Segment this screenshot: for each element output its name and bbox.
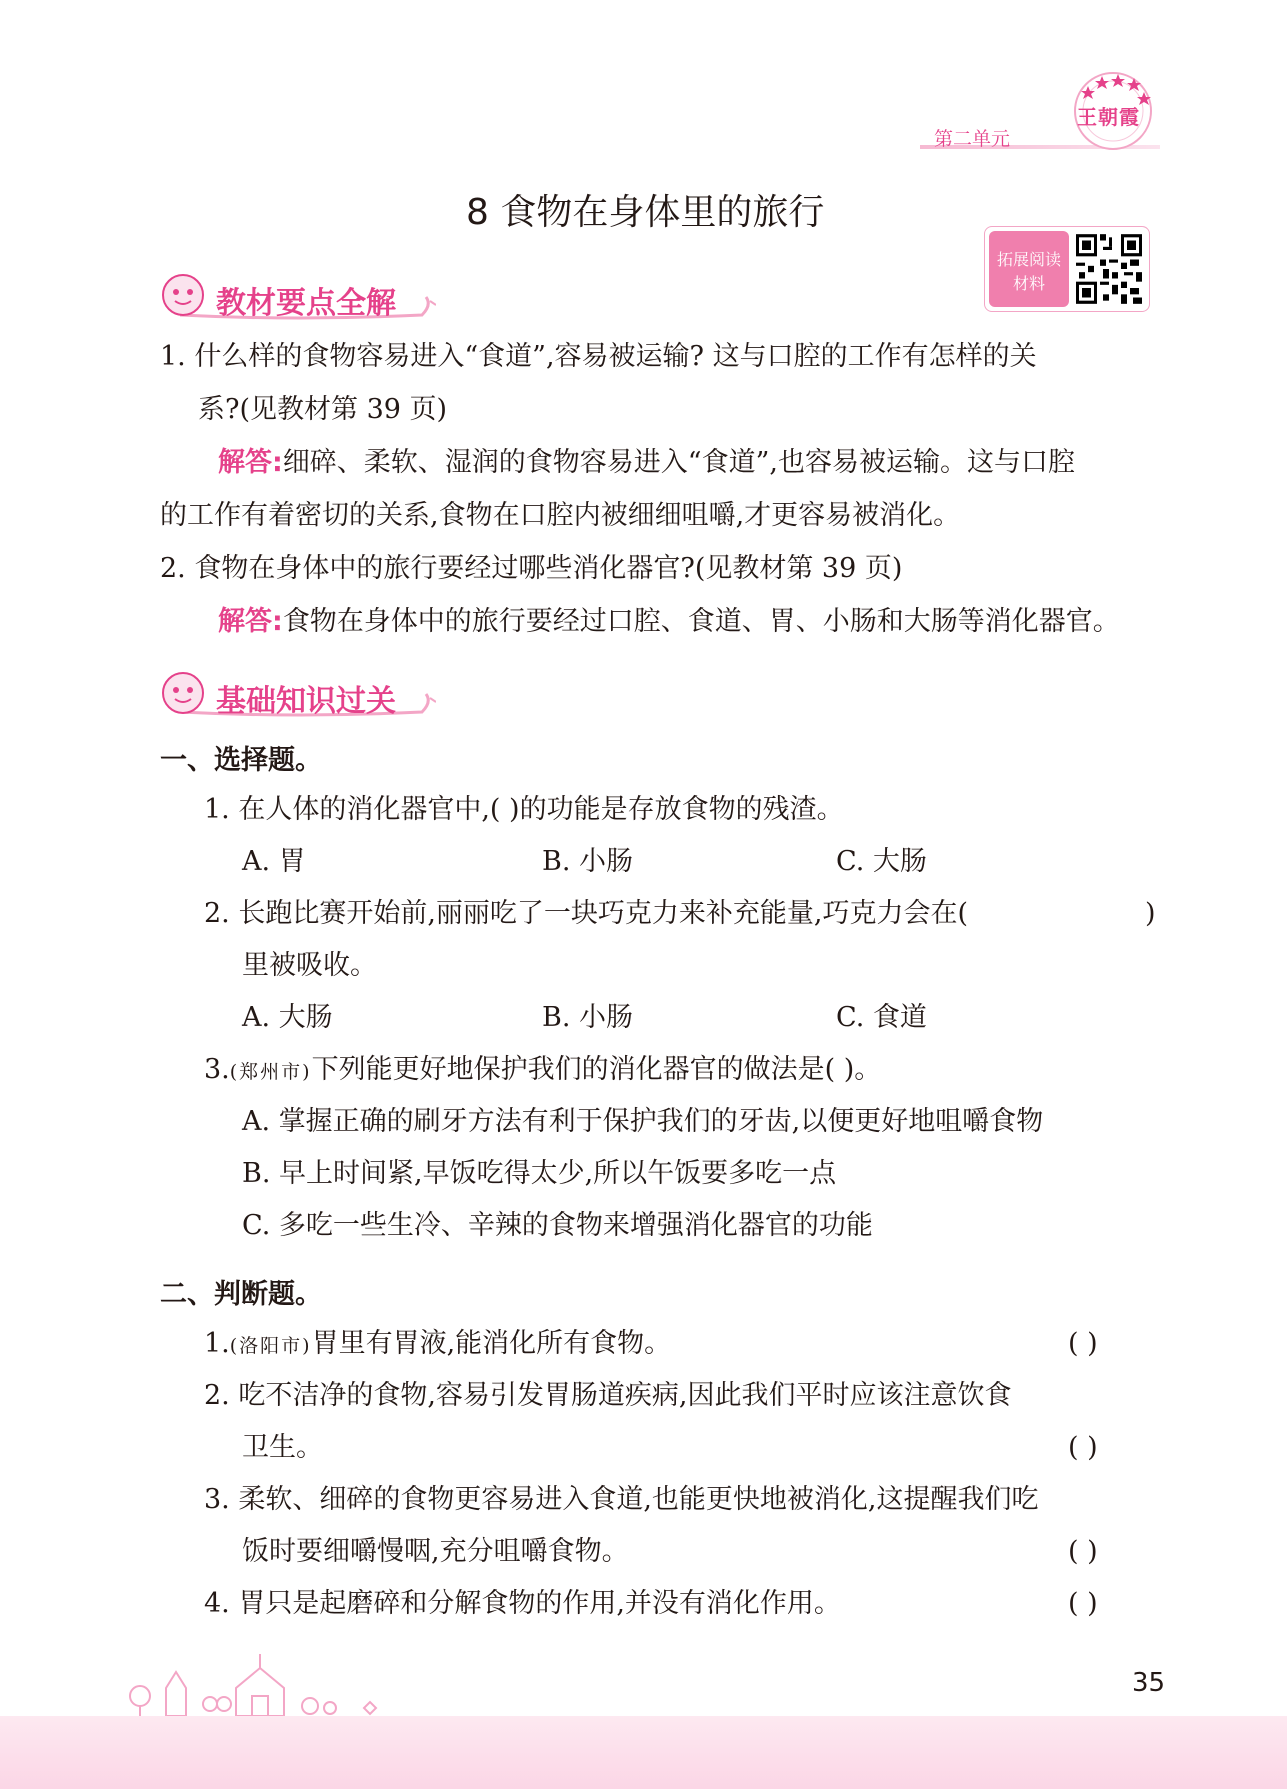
page-title: 8 食物在身体里的旅行 (466, 192, 825, 233)
a2-line (218, 602, 1120, 642)
choice-q2-opt-a[interactable]: A. 大肠 (242, 1002, 333, 1033)
qr-box[interactable] (984, 226, 1150, 312)
part1-title: 一、选择题。 (160, 745, 322, 776)
choice-q1-opt-b[interactable]: B. 小肠 (542, 846, 634, 877)
judge-q1-text: 胃里有胃液,能消化所有食物。 (311, 1328, 672, 1359)
choice-q1-opt-a[interactable]: A. 胃 (242, 846, 306, 877)
choice-q3-opt-b[interactable]: B. 早上时间紧,早饭吃得太少,所以午饭要多吃一点 (242, 1158, 837, 1189)
judge-q2-line1: 2. 吃不洁净的食物,容易引发胃肠道疾病,因此我们平时应该注意饮食 (204, 1380, 1012, 1411)
footer-illustration (120, 1648, 420, 1718)
judge-q4: 4. 胃只是起磨碎和分解食物的作用,并没有消化作用。 (204, 1588, 841, 1619)
a1-line1 (218, 443, 1075, 483)
choice-q2-line2: 里被吸收。 (242, 950, 377, 981)
choice-q3 (204, 1050, 881, 1092)
publisher-logo (1068, 66, 1158, 156)
region-tag: (郑州市) (229, 1061, 312, 1083)
section2-title: 基础知识过关 (216, 684, 396, 719)
answer-label: 解答: (218, 606, 283, 637)
region-tag: (洛阳市) (229, 1335, 312, 1357)
choice-q1: 1. 在人体的消化器官中,( )的功能是存放食物的残渣。 (204, 794, 844, 825)
answer-blank[interactable]: ( ) (1068, 1536, 1098, 1567)
choice-q2-line1: 2. 长跑比赛开始前,丽丽吃了一块巧克力来补充能量,巧克力会在( (204, 898, 969, 929)
judge-q1 (204, 1324, 671, 1366)
qr-code-icon[interactable] (1073, 231, 1145, 307)
qr-label-line2: 材料 (1012, 274, 1045, 293)
q1-line2: 系?(见教材第 39 页) (198, 394, 448, 425)
q2: 2. 食物在身体中的旅行要经过哪些消化器官?(见教材第 39 页) (160, 553, 903, 584)
logo-text: 王朝霞 (1077, 105, 1140, 129)
choice-q3-opt-c[interactable]: C. 多吃一些生冷、辛辣的食物来增强消化器官的功能 (242, 1210, 873, 1241)
answer-blank[interactable]: ( ) (1068, 1588, 1098, 1619)
judge-q2-line2: 卫生。 (242, 1432, 323, 1463)
part2-title: 二、判断题。 (160, 1279, 322, 1310)
qr-label-line1: 拓展阅读 (996, 250, 1061, 269)
section1-title: 教材要点全解 (216, 286, 396, 321)
q1-line1: 1. 什么样的食物容易进入“食道”,容易被运输? 这与口腔的工作有怎样的关 (160, 341, 1037, 372)
section1-mascot-icon (160, 272, 206, 318)
page-number: 35 (1132, 1668, 1166, 1698)
choice-q3-number: 3. (204, 1054, 230, 1085)
judge-q3-line1: 3. 柔软、细碎的食物更容易进入食道,也能更快地被消化,这提醒我们吃 (204, 1484, 1039, 1515)
section2-mascot-icon (160, 670, 206, 716)
a1-text: 细碎、柔软、湿润的食物容易进入“食道”,也容易被运输。这与口腔 (282, 447, 1076, 478)
choice-q3-text: 下列能更好地保护我们的消化器官的做法是( )。 (311, 1054, 882, 1085)
footer-bar (0, 1716, 1287, 1789)
unit-label: 第二单元 (934, 128, 1011, 150)
choice-q2-opt-b[interactable]: B. 小肠 (542, 1002, 634, 1033)
judge-q3-line2: 饭时要细嚼慢咽,充分咀嚼食物。 (242, 1536, 629, 1567)
a2-text: 食物在身体中的旅行要经过口腔、食道、胃、小肠和大肠等消化器官。 (282, 606, 1120, 637)
answer-label: 解答: (218, 447, 283, 478)
choice-q2-opt-c[interactable]: C. 食道 (836, 1002, 927, 1033)
answer-blank[interactable]: ( ) (1068, 1432, 1098, 1463)
answer-blank[interactable]: ( ) (1068, 1328, 1098, 1359)
judge-q1-number: 1. (204, 1328, 230, 1359)
choice-q2-close-paren: ) (1145, 898, 1156, 929)
a1-line2: 的工作有着密切的关系,食物在口腔内被细细咀嚼,才更容易被消化。 (160, 500, 961, 531)
choice-q1-opt-c[interactable]: C. 大肠 (836, 846, 927, 877)
choice-q3-opt-a[interactable]: A. 掌握正确的刷牙方法有利于保护我们的牙齿,以便更好地咀嚼食物 (242, 1106, 1044, 1137)
